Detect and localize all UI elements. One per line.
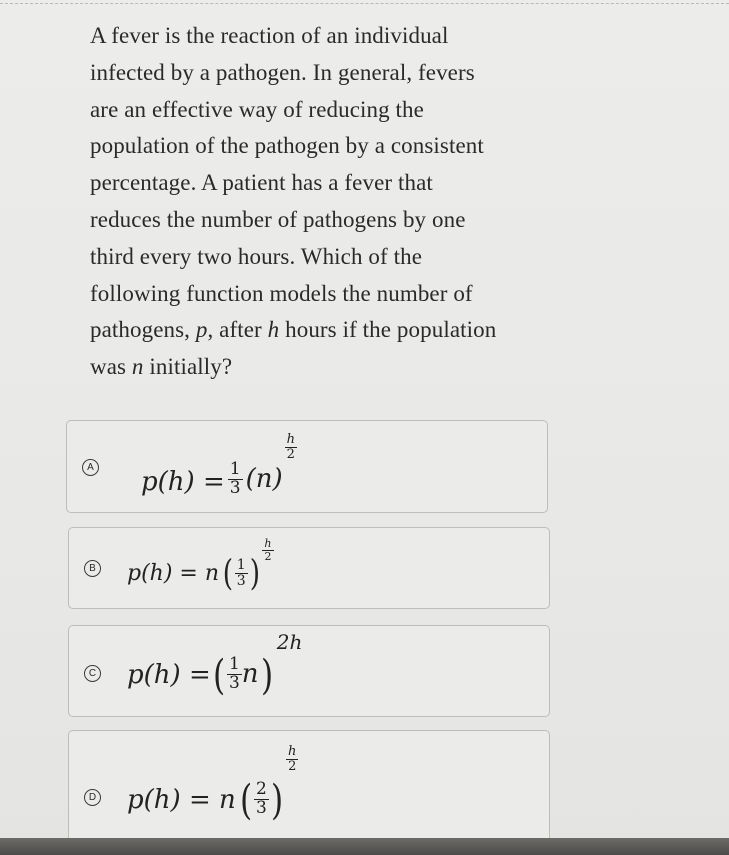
question-fragment: , after bbox=[207, 317, 268, 343]
fraction-numerator: 1 bbox=[229, 458, 241, 479]
fraction bbox=[235, 558, 248, 588]
question-fragment: hours if the population bbox=[279, 317, 497, 343]
right-paren: ) bbox=[270, 775, 284, 824]
fraction-numerator: 2 bbox=[255, 779, 267, 800]
exponent-fraction bbox=[285, 433, 297, 461]
question-line bbox=[90, 349, 540, 386]
choice-letter-c-bubble[interactable]: C bbox=[84, 665, 101, 682]
fraction-numerator: 1 bbox=[236, 557, 246, 574]
choice-letter-b-bubble[interactable]: B bbox=[84, 560, 101, 577]
fraction bbox=[228, 458, 243, 498]
left-paren: ( bbox=[239, 775, 252, 824]
choice-c[interactable] bbox=[68, 625, 550, 717]
question-line: A fever is the reaction of an individual bbox=[90, 23, 449, 48]
exponent-fraction bbox=[286, 745, 298, 773]
question-line: reduces the number of pathogens by one bbox=[90, 206, 466, 232]
exponent-fraction bbox=[262, 538, 273, 562]
variable-p: p bbox=[195, 317, 208, 343]
left-paren: ( bbox=[212, 650, 225, 699]
exponent-numerator: h bbox=[264, 537, 272, 550]
choice-letter-d-bubble[interactable]: D bbox=[84, 789, 101, 806]
fraction-denominator: 3 bbox=[229, 477, 241, 498]
choice-b[interactable] bbox=[68, 527, 550, 609]
question-fragment: initially? bbox=[143, 354, 233, 380]
exponent-denominator: 2 bbox=[286, 446, 295, 462]
question-line: percentage. A patient has a fever that bbox=[90, 170, 433, 196]
fraction-denominator: 3 bbox=[255, 798, 267, 819]
question-line: following function models the number of bbox=[90, 280, 473, 306]
question-fragment: was bbox=[90, 354, 132, 380]
choice-a[interactable] bbox=[66, 420, 548, 513]
exponent-denominator: 2 bbox=[264, 549, 272, 563]
exponent: 2h bbox=[276, 630, 303, 654]
formula-base: (n) bbox=[245, 464, 283, 494]
fraction-numerator: 1 bbox=[228, 654, 240, 675]
exponent-numerator: h bbox=[286, 432, 295, 447]
question-line: population of the pathogen by a consistent bbox=[90, 133, 484, 159]
question-line bbox=[90, 312, 540, 349]
choice-a-formula bbox=[141, 429, 297, 497]
right-paren: ) bbox=[260, 650, 273, 699]
left-paren: ( bbox=[222, 553, 234, 594]
formula-lhs: p(h) = n bbox=[127, 561, 220, 587]
right-paren: ) bbox=[249, 553, 260, 594]
choice-letter-a-bubble[interactable]: A bbox=[82, 459, 99, 476]
bottom-edge-shadow bbox=[0, 838, 729, 855]
exponent-numerator: h bbox=[288, 744, 297, 759]
fraction-denominator: 3 bbox=[228, 673, 240, 694]
fraction bbox=[227, 656, 242, 693]
choice-d-formula bbox=[127, 744, 298, 824]
top-dashed-divider bbox=[0, 3, 729, 4]
fraction-denominator: 3 bbox=[236, 573, 246, 590]
formula-lhs: p(h) = n bbox=[127, 784, 236, 815]
variable-n: n bbox=[131, 354, 144, 380]
variable-h: h bbox=[267, 317, 280, 343]
question-fragment: pathogens, bbox=[90, 317, 196, 343]
question-text bbox=[90, 18, 540, 386]
question-line: infected by a pathogen. In general, fevers bbox=[90, 59, 475, 85]
choice-c-formula bbox=[127, 630, 303, 699]
formula-lhs: p(h) = bbox=[141, 467, 225, 497]
exponent-denominator: 2 bbox=[288, 758, 297, 774]
fraction bbox=[254, 781, 269, 818]
question-line: third every two hours. Which of the bbox=[90, 243, 423, 269]
choice-d[interactable] bbox=[68, 730, 550, 852]
inner-variable: n bbox=[241, 658, 259, 689]
question-line: are an effective way of reducing the bbox=[90, 96, 424, 122]
choice-b-formula bbox=[127, 537, 274, 594]
formula-lhs: p(h) = bbox=[127, 659, 211, 690]
